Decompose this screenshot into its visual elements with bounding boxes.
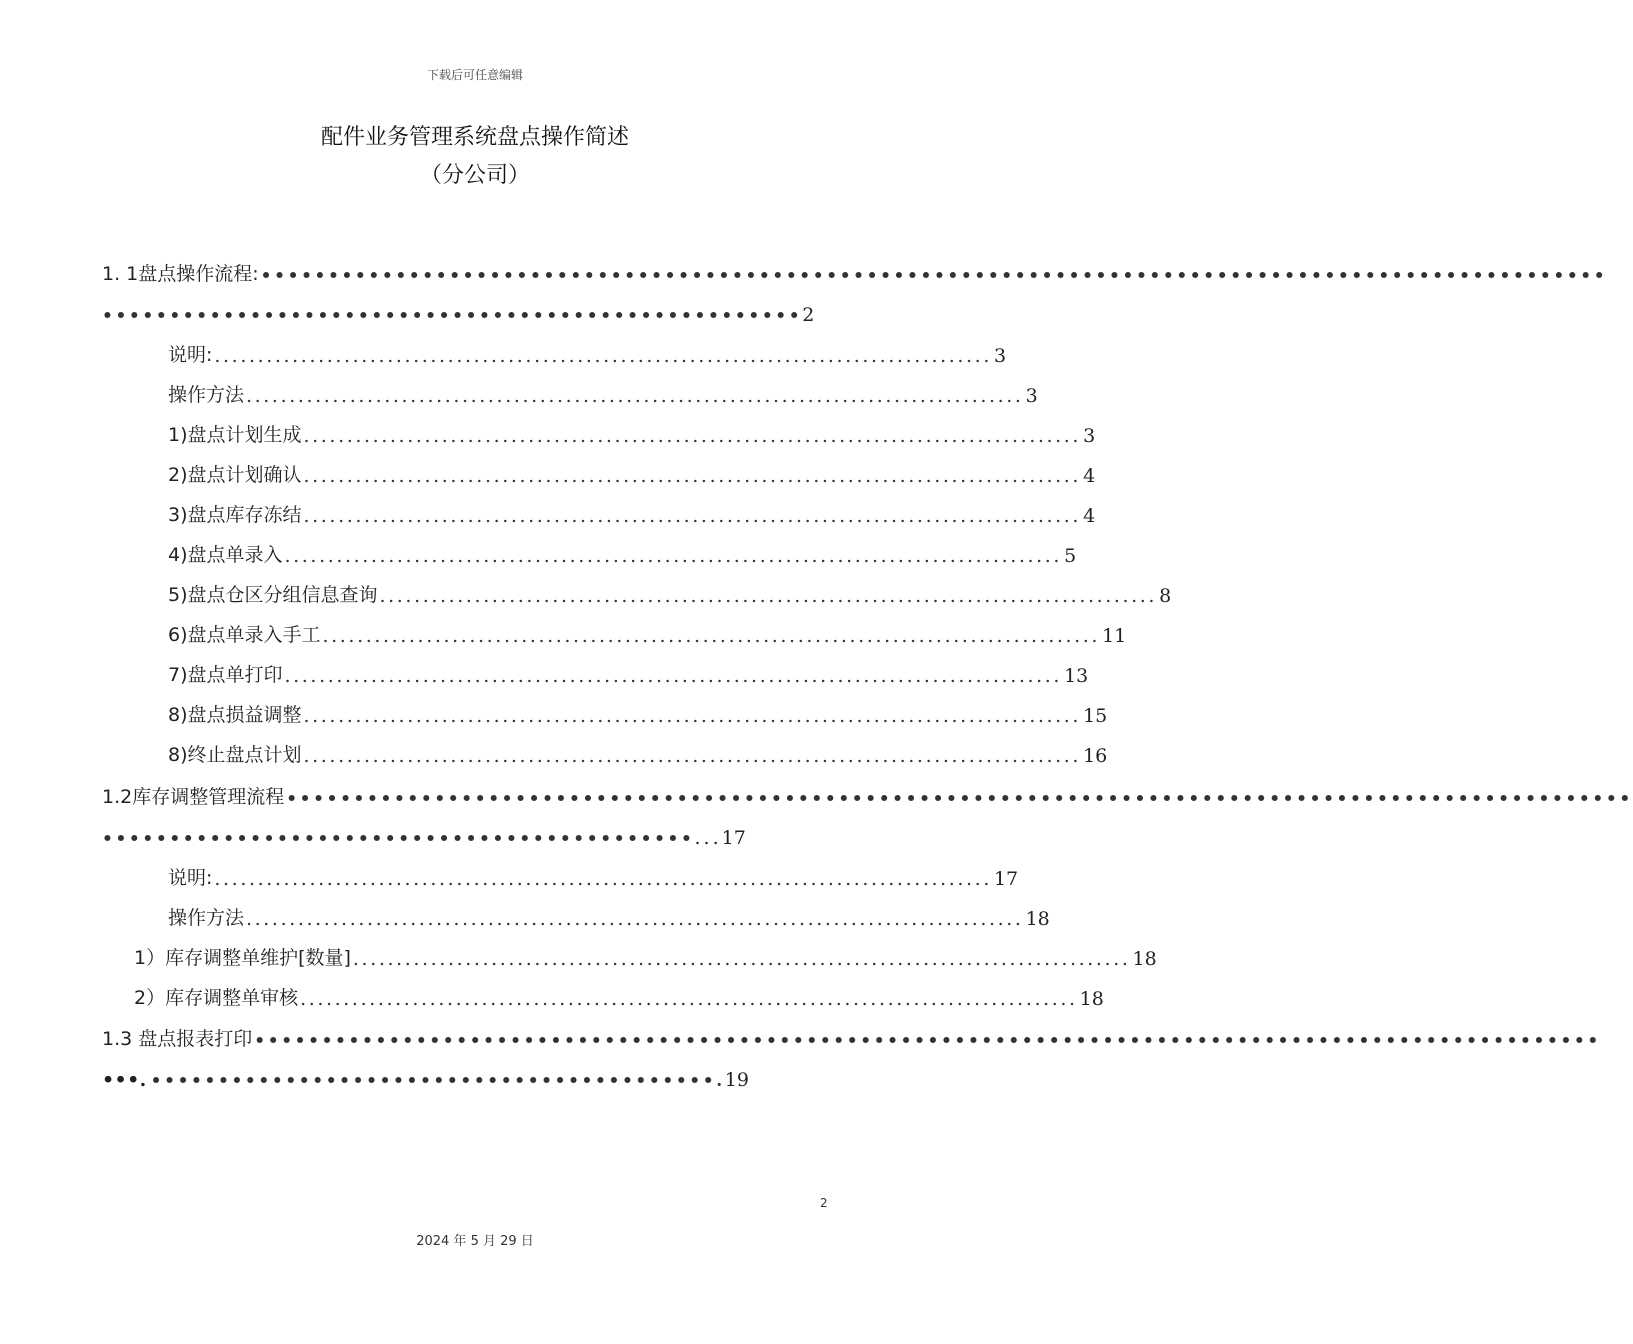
toc-leader-dots: .......................................................................................... [322,625,1101,647]
toc-item[interactable] [168,377,1038,407]
toc-entry-1-1[interactable] [102,256,1608,286]
toc-page-number: 19 [724,1069,749,1091]
toc-entry-label: 说明: [168,867,213,889]
toc-page-number: 17 [721,827,746,849]
toc-page-number: 5 [1064,545,1077,567]
toc-entry-label: 操作方法 [168,907,245,929]
toc-leader-dots: .......................................................................................... [303,705,1082,727]
toc-page-number: 2 [802,304,815,326]
toc-leader-head: •••. [102,1069,147,1091]
toc-leader-dots: •••••••••••••••••••••••••••••••••••••••••••••••••••••••••••••••••••••••••••••••••••••••••••••••••••• [286,789,1633,809]
toc-page-number: 4 [1083,505,1096,527]
toc-leader-dots: .......................................................................................... [379,585,1158,607]
toc-item[interactable] [168,860,1019,890]
footer-date: 2024 年 5 月 29 日 [416,1234,534,1249]
toc-entry-1-1-continued[interactable] [102,296,815,326]
toc-entry-1-3[interactable] [102,1021,1601,1051]
toc-entry-1-3-continued[interactable] [102,1061,749,1091]
toc-leader-dots: .......................................................................................... [246,385,1024,407]
toc-entry-label: 操作方法 [168,384,245,406]
page-number: 2 [820,1196,828,1210]
toc-leader-dots: .......................................................................................... [246,908,1024,930]
toc-leader-dots: .......................................................................................... [303,465,1082,487]
toc-item[interactable] [168,737,1108,767]
toc-leader-dots: •••••••••••••••••••••••••••••••••••••••••••••••••••••••••••••••••••••••••••••••••••••••••••••••••••• [260,266,1608,286]
toc-leader-dots: ••••••••••••••••••••••••••••••••••••••••••. [150,1071,725,1091]
toc-entry-1-2-continued[interactable] [102,819,746,849]
toc-entry-label: 8)盘点损益调整 [168,704,302,726]
toc-leader-dots: .......................................................................................... [214,345,992,367]
toc-leader-dots: .......................................................................................... [303,505,1082,527]
toc-page-number: 16 [1083,745,1108,767]
toc-page-number: 13 [1064,665,1089,687]
toc-leader-dots: .......................................................................................... [284,545,1063,567]
toc-page-number: 4 [1083,465,1096,487]
toc-page-number: 18 [1132,948,1157,970]
toc-item[interactable] [168,900,1050,930]
toc-leader-dots: .......................................................................................... [303,745,1082,767]
toc-entry-label: 1)盘点计划生成 [168,424,302,446]
toc-item[interactable] [168,497,1096,527]
toc-entry-label: 2）库存调整单审核 [134,987,299,1009]
toc-page-number: 3 [1083,425,1096,447]
toc-item[interactable] [168,617,1127,647]
toc-entry-label: 6)盘点单录入手工 [168,624,321,646]
toc-entry-label: 8)终止盘点计划 [168,744,302,766]
toc-leader-dots: .......................................................................................... [284,665,1063,687]
toc-page-number: 11 [1102,625,1127,647]
toc-page-number: 8 [1159,585,1172,607]
toc-item[interactable] [168,537,1077,567]
toc-leader-dots: •••••••••••••••••••••••••••••••••••••••••••••••••••••••••••••••••••••••••••••••••••••••••••••••••••• [254,1031,1601,1051]
toc-leader-dots: •••••••••••••••••••••••••••••••••••••••••••• [102,829,695,849]
toc-leader-dots: •••••••••••••••••••••••••••••••••••••••••••••••••••• [102,306,803,326]
document-title: 配件业务管理系统盘点操作简述 [320,125,629,150]
header-note: 下载后可任意编辑 [426,68,523,82]
toc-entry-label: 4)盘点单录入 [168,544,283,566]
toc-entry-label: 说明: [168,344,213,366]
toc-leader-dots: .......................................................................................... [303,425,1082,447]
toc-entry-label: 1）库存调整单维护[数量] [134,947,351,969]
toc-item[interactable] [168,457,1096,487]
toc-leader-dots: .......................................................................................... [352,948,1131,970]
toc-page-number: 15 [1083,705,1108,727]
toc-leader-dots: .......................................................................................... [300,988,1078,1010]
toc-page-number: 17 [993,868,1019,890]
toc-entry-label: 1.2库存调整管理流程 [102,786,285,808]
toc-entry-label: 3)盘点库存冻结 [168,504,302,526]
toc-page-number: 3 [1025,385,1038,407]
toc-item[interactable] [168,337,1007,367]
toc-entry-label: 1. 1盘点操作流程: [102,263,259,285]
toc-item[interactable] [168,417,1096,447]
toc-entry-label: 5)盘点仓区分组信息查询 [168,584,378,606]
toc-page-number: 18 [1079,988,1104,1010]
toc-entry-label: 2)盘点计划确认 [168,464,302,486]
toc-item[interactable] [168,657,1089,687]
toc-item[interactable] [168,577,1172,607]
toc-item[interactable] [134,980,1104,1010]
document-subtitle: （分公司） [419,163,530,188]
toc-item[interactable] [168,697,1108,727]
toc-entry-1-2[interactable] [102,779,1633,809]
toc-page-number: 3 [993,345,1007,367]
toc-entry-label: 7)盘点单打印 [168,664,283,686]
toc-page-number: 18 [1025,908,1050,930]
toc-entry-label: 1.3 盘点报表打印 [102,1028,253,1050]
toc-item[interactable] [134,940,1157,970]
toc-leader-dots: .......................................................................................... [214,868,992,890]
toc-leader-tail: ... [694,827,722,849]
